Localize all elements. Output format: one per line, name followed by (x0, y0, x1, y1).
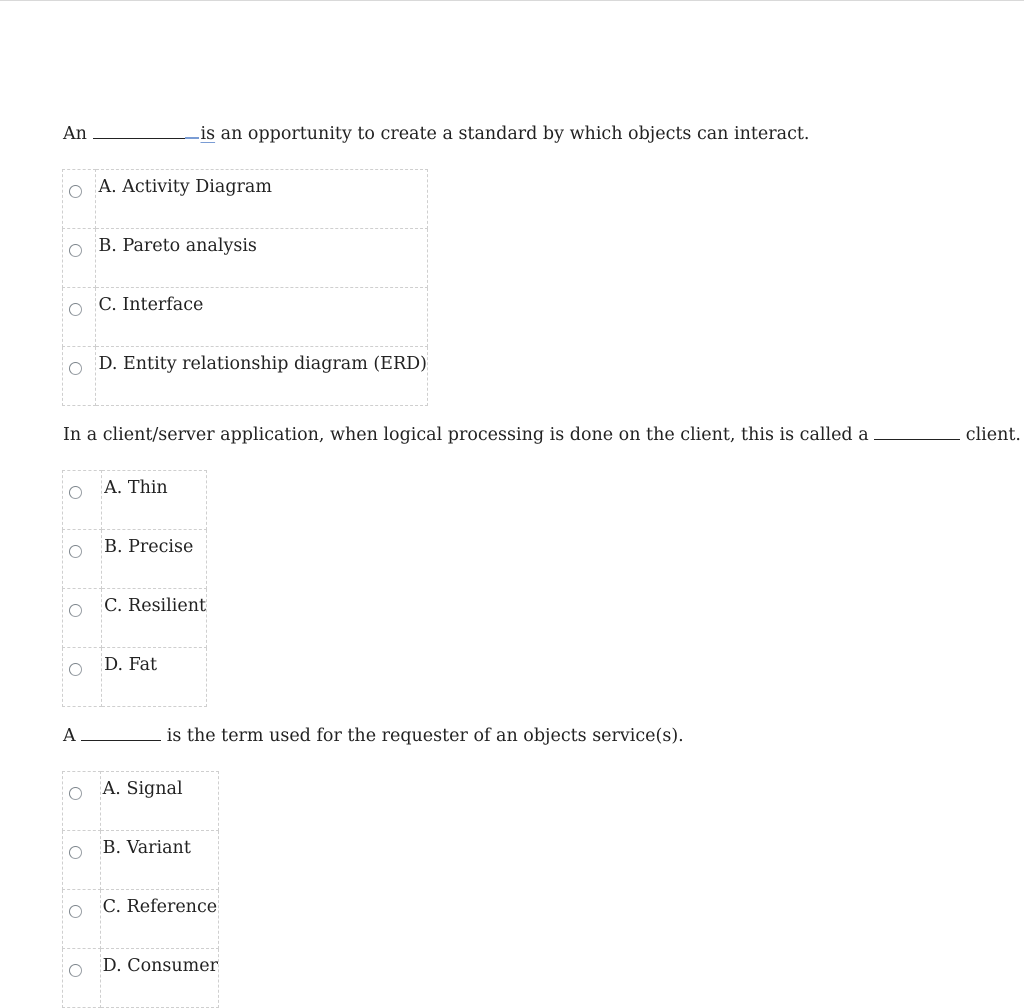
option-letter: D. (98, 354, 118, 374)
option-label (102, 471, 207, 530)
option-letter: D. (102, 956, 122, 976)
option-row[interactable] (63, 890, 219, 949)
question-3-prefix: A (63, 726, 76, 746)
option-label (96, 229, 428, 288)
radio-cell[interactable] (63, 589, 102, 648)
radio-button-q1-a[interactable] (69, 185, 82, 198)
option-letter: C. (104, 596, 123, 616)
radio-button-q3-d[interactable] (69, 964, 82, 977)
option-text: Reference (126, 897, 218, 917)
option-row[interactable] (63, 170, 428, 229)
option-letter: C. (102, 897, 122, 917)
radio-cell[interactable] (63, 890, 101, 949)
option-letter: C. (98, 295, 117, 315)
option-letter: A. (98, 177, 117, 197)
option-label (100, 772, 218, 831)
question-1-blank-tail (185, 123, 199, 139)
radio-cell[interactable] (63, 530, 102, 589)
option-letter: D. (104, 655, 124, 675)
radio-button-q1-d[interactable] (69, 362, 82, 375)
radio-cell[interactable] (63, 471, 102, 530)
option-text: Thin (127, 478, 168, 498)
option-label (96, 288, 428, 347)
option-row[interactable] (63, 949, 219, 1008)
option-row[interactable] (63, 471, 207, 530)
option-text: Signal (126, 779, 183, 799)
option-letter: A. (104, 478, 123, 498)
question-1-suffix-first-word: is (200, 124, 216, 144)
option-label (102, 589, 207, 648)
option-text: Variant (126, 838, 191, 858)
radio-button-q2-d[interactable] (69, 663, 82, 676)
option-letter: B. (102, 838, 122, 858)
option-text: Activity Diagram (122, 177, 272, 197)
radio-cell[interactable] (63, 831, 101, 890)
radio-button-q1-b[interactable] (69, 244, 82, 257)
option-text: Resilient (128, 596, 206, 616)
question-1-options (62, 169, 428, 406)
radio-cell[interactable] (63, 648, 102, 707)
option-letter: A. (102, 779, 121, 799)
option-label (100, 890, 218, 949)
option-row[interactable] (63, 772, 219, 831)
option-text: Entity relationship diagram (ERD) (123, 354, 427, 374)
option-label (100, 831, 218, 890)
question-3-blank (81, 726, 161, 741)
option-row[interactable] (63, 648, 207, 707)
option-label (102, 530, 207, 589)
option-label (96, 347, 428, 406)
question-2-text (63, 424, 1021, 446)
radio-cell[interactable] (63, 772, 101, 831)
option-letter: B. (98, 236, 117, 256)
option-row[interactable] (63, 347, 428, 406)
question-1-blank (93, 124, 185, 139)
radio-button-q2-a[interactable] (69, 486, 82, 499)
radio-button-q2-c[interactable] (69, 604, 82, 617)
radio-cell[interactable] (63, 949, 101, 1008)
radio-button-q1-c[interactable] (69, 303, 82, 316)
question-2-options (62, 470, 207, 707)
question-1-text (63, 123, 809, 145)
radio-cell[interactable] (63, 288, 96, 347)
option-row[interactable] (63, 589, 207, 648)
radio-cell[interactable] (63, 229, 96, 288)
option-text: Interface (122, 295, 204, 315)
question-3-text (63, 725, 684, 747)
option-label (96, 170, 428, 229)
radio-cell[interactable] (63, 347, 96, 406)
option-text: Pareto analysis (122, 236, 257, 256)
question-3-suffix: is the term used for the requester of an objects service(s). (166, 726, 684, 746)
radio-button-q3-a[interactable] (69, 787, 82, 800)
option-row[interactable] (63, 288, 428, 347)
option-row[interactable] (63, 530, 207, 589)
radio-cell[interactable] (63, 170, 96, 229)
question-2-suffix: client. (965, 425, 1021, 445)
radio-button-q2-b[interactable] (69, 545, 82, 558)
question-2-blank (874, 425, 960, 440)
option-text: Precise (128, 537, 194, 557)
radio-button-q3-c[interactable] (69, 905, 82, 918)
option-row[interactable] (63, 229, 428, 288)
question-1-prefix: An (63, 124, 87, 144)
radio-button-q3-b[interactable] (69, 846, 82, 859)
question-2-prefix: In a client/server application, when logical processing is done on the client, this is called a (63, 425, 869, 445)
option-label (102, 648, 207, 707)
option-row[interactable] (63, 831, 219, 890)
option-text: Consumer (127, 956, 218, 976)
question-3-options (62, 771, 219, 1008)
option-label (100, 949, 218, 1008)
question-1-suffix: is an opportunity to create a standard by which objects can interact. (200, 124, 810, 144)
option-letter: B. (104, 537, 123, 557)
top-divider (0, 0, 1024, 1)
option-text: Fat (128, 655, 158, 675)
